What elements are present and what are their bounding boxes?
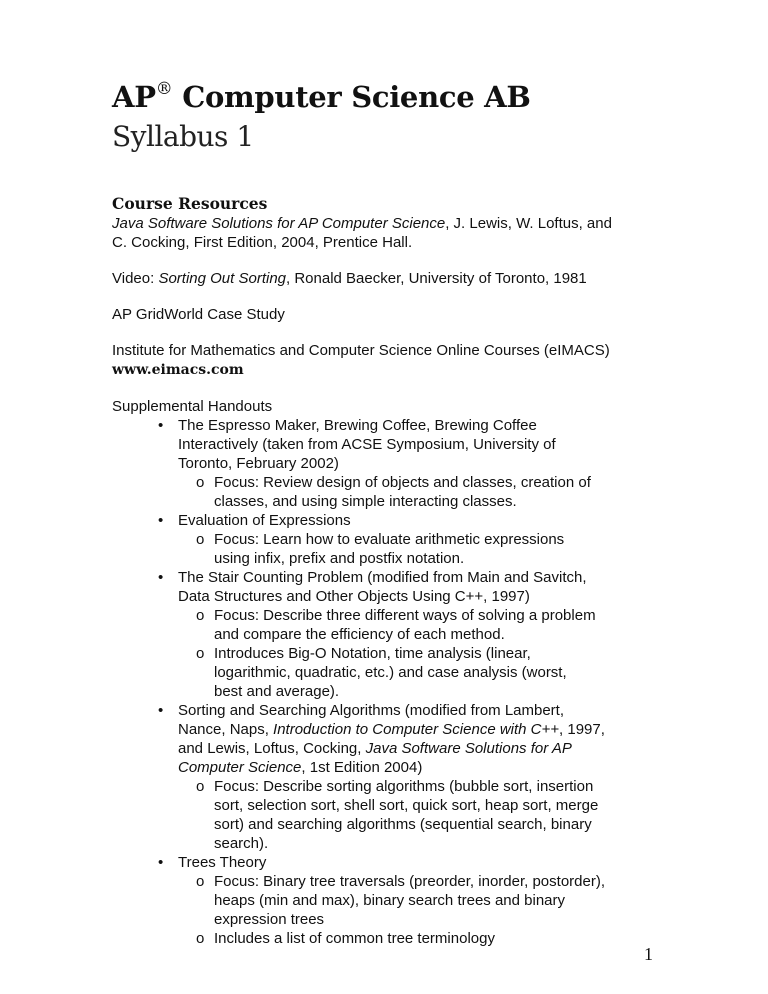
text-segment: , 1997, xyxy=(559,721,605,738)
text-segment: Interactively (taken from ACSE Symposium, University of xyxy=(178,436,556,453)
text-segment: and Lewis, Loftus, Cocking, xyxy=(178,740,366,757)
italic-title: Sorting Out Sorting xyxy=(158,270,287,287)
italic-title: Java Software Solutions for AP xyxy=(365,740,572,757)
sub-bullet-item xyxy=(196,872,605,891)
text-line xyxy=(214,815,592,834)
text-segment: Nance, Naps, xyxy=(178,721,274,738)
text-segment: , 1st Edition 2004) xyxy=(301,759,423,776)
hollow-bullet-icon: o xyxy=(196,778,205,795)
text-segment: AP GridWorld Case Study xyxy=(112,306,285,323)
italic-title: Java Software Solutions for AP Computer Science xyxy=(112,215,446,232)
text-line xyxy=(112,341,610,360)
hollow-bullet-icon: o xyxy=(196,474,205,491)
text-line xyxy=(112,360,244,379)
text-segment: Focus: Describe three different ways of solving a problem xyxy=(214,607,596,624)
text-segment: expression trees xyxy=(214,911,325,928)
text-line xyxy=(178,720,605,739)
text-line xyxy=(214,834,268,853)
sub-bullet-item xyxy=(196,530,565,549)
hollow-bullet-icon: o xyxy=(196,607,205,624)
bullet-item xyxy=(158,701,565,720)
title-suffix: Computer Science AB xyxy=(172,80,531,114)
text-segment: Focus: Review design of objects and classes, creation of xyxy=(214,474,591,491)
text-line xyxy=(112,305,285,324)
bullet-icon: • xyxy=(158,702,164,719)
sub-bullet-item xyxy=(196,606,596,625)
text-segment: Focus: Learn how to evaluate arithmetic expressions xyxy=(214,531,565,548)
hollow-bullet-icon: o xyxy=(196,645,205,662)
text-segment: The Espresso Maker, Brewing Coffee, Brewing Coffee xyxy=(178,417,537,434)
text-line xyxy=(178,435,556,454)
registered-mark: ® xyxy=(155,79,173,100)
bullet-icon: • xyxy=(158,854,164,871)
text-segment: best and average). xyxy=(214,683,340,700)
text-line xyxy=(214,492,517,511)
bullet-item xyxy=(158,853,267,872)
page-number: 1 xyxy=(644,944,653,964)
hollow-bullet-icon: o xyxy=(196,873,205,890)
text-line xyxy=(214,549,464,568)
text-line xyxy=(178,739,572,758)
text-segment: The Stair Counting Problem (modified from Main and Savitch, xyxy=(178,569,587,586)
bullet-item xyxy=(158,568,587,587)
bullet-icon: • xyxy=(158,417,164,434)
sub-bullet-item xyxy=(196,644,531,663)
text-segment: Institute for Mathematics and Computer Science Online Courses (eIMACS) xyxy=(112,342,610,359)
title-prefix: AP xyxy=(112,80,156,114)
text-segment: Toronto, February 2002) xyxy=(178,455,339,472)
text-line xyxy=(112,233,412,252)
text-segment: using infix, prefix and postfix notation. xyxy=(214,550,465,567)
text-line xyxy=(214,625,505,644)
document-subtitle: Syllabus 1 xyxy=(112,120,254,153)
sub-bullet-item xyxy=(196,929,495,948)
sub-bullet-item xyxy=(196,473,591,492)
text-segment: Introduces Big-O Notation, time analysis (linear, xyxy=(214,645,531,662)
text-segment: sort) and searching algorithms (sequential search, binary xyxy=(214,816,592,833)
text-line xyxy=(178,454,339,473)
italic-title: Computer Science xyxy=(178,759,302,776)
text-line xyxy=(214,910,324,929)
text-line xyxy=(178,758,422,777)
text-line xyxy=(214,682,339,701)
text-segment: Includes a list of common tree terminology xyxy=(214,930,495,947)
text-segment: and compare the efficiency of each method. xyxy=(214,626,505,643)
text-segment: Focus: Describe sorting algorithms (bubble sort, insertion xyxy=(214,778,594,795)
text-segment: Data Structures and Other Objects Using C++, 1997) xyxy=(178,588,530,605)
text-line xyxy=(214,891,565,910)
text-line xyxy=(178,587,530,606)
text-line xyxy=(112,397,272,416)
text-segment: search). xyxy=(214,835,269,852)
document-title xyxy=(112,80,531,114)
bullet-icon: • xyxy=(158,569,164,586)
text-line xyxy=(214,796,598,815)
text-segment: Video: xyxy=(112,270,159,287)
text-segment: classes, and using simple interacting classes. xyxy=(214,493,517,510)
text-segment: Trees Theory xyxy=(178,854,267,871)
text-segment: sort, selection sort, shell sort, quick sort, heap sort, merge xyxy=(214,797,599,814)
text-line xyxy=(214,663,567,682)
text-line xyxy=(112,214,612,233)
text-segment: Supplemental Handouts xyxy=(112,398,273,415)
bullet-item xyxy=(158,511,351,530)
bullet-item xyxy=(158,416,537,435)
bullet-icon: • xyxy=(158,512,164,529)
text-segment: , Ronald Baecker, University of Toronto, 1981 xyxy=(286,270,587,287)
text-segment: heaps (min and max), binary search trees and binary xyxy=(214,892,566,909)
text-line xyxy=(112,269,587,288)
section-heading: Course Resources xyxy=(112,194,268,213)
sub-bullet-item xyxy=(196,777,594,796)
text-segment: logarithmic, quadratic, etc.) and case analysis (worst, xyxy=(214,664,567,681)
italic-title: Introduction to Computer Science with C++ xyxy=(273,721,560,738)
text-segment: C. Cocking, First Edition, 2004, Prentice Hall. xyxy=(112,234,413,251)
hollow-bullet-icon: o xyxy=(196,930,205,947)
hollow-bullet-icon: o xyxy=(196,531,205,548)
text-segment: , J. Lewis, W. Loftus, and xyxy=(445,215,612,232)
text-segment: Sorting and Searching Algorithms (modified from Lambert, xyxy=(178,702,565,719)
website-link: www.eimacs.com xyxy=(112,362,244,378)
text-segment: Evaluation of Expressions xyxy=(178,512,351,529)
text-segment: Focus: Binary tree traversals (preorder, inorder, postorder), xyxy=(214,873,605,890)
